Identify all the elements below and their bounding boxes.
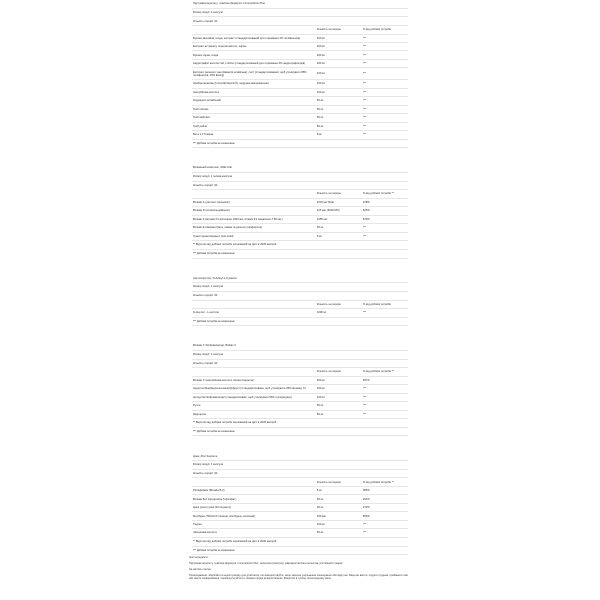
daily-value-percent: *** bbox=[362, 97, 408, 105]
ingredient-name: Екстракт астрагалу перетинчастого, корінь bbox=[192, 42, 316, 50]
ingredient-name: Екстракт зеленого чаю (Камелія китайська), лист (стандартизований, щоб утримувати 95% поліфенолів, 45% EGCg) bbox=[192, 68, 316, 80]
column-header: Кількість на порцію bbox=[316, 478, 362, 486]
daily-value-percent: *** bbox=[362, 402, 408, 410]
daily-value-percent: *** bbox=[362, 529, 408, 537]
column-header: Кількість на порцію bbox=[316, 26, 362, 34]
section-title: Цинк, Zinc Supreme bbox=[192, 452, 408, 461]
daily-value-percent: *** bbox=[362, 309, 408, 317]
other-ingredients-section bbox=[189, 556, 411, 583]
amount-per-serving: 200 мг bbox=[316, 59, 362, 67]
daily-value-percent: 625% bbox=[362, 207, 408, 215]
amount-per-serving: 400 мг bbox=[316, 520, 362, 528]
table-row bbox=[192, 42, 408, 50]
table-header-row bbox=[192, 26, 408, 34]
table-row bbox=[192, 105, 408, 113]
ingredient-name: Бета 1,3 Глюкан bbox=[192, 131, 316, 139]
daily-value-percent: *** bbox=[362, 224, 408, 232]
daily-value-percent: 667% bbox=[362, 376, 408, 384]
serving-size: Розмір порції: 1 гелева капсула bbox=[192, 173, 408, 182]
nutrients-table bbox=[192, 26, 408, 140]
amount-per-serving: 5 мг bbox=[316, 486, 362, 494]
table-row bbox=[192, 51, 408, 59]
table-row bbox=[192, 131, 408, 139]
table-row bbox=[192, 529, 408, 537]
daily-value-percent: 556% bbox=[362, 512, 408, 520]
serving-size: Розмір порції: 1 капсула bbox=[192, 461, 408, 470]
amount-per-serving: 50 мг bbox=[316, 410, 362, 418]
amount-per-serving: 100 мг bbox=[316, 80, 362, 88]
ingredient-name: Аскорбінова кислота bbox=[192, 88, 316, 96]
table-header-row bbox=[192, 301, 408, 309]
footnote: ** Відсоток від добової потреби заснований на дієті в 2000 калорій. bbox=[192, 538, 408, 547]
section-spacer bbox=[192, 259, 408, 275]
column-header bbox=[192, 190, 316, 198]
ingredient-name: Гриб шіїтаке bbox=[192, 105, 316, 113]
column-header: Кількість на порцію bbox=[316, 368, 362, 376]
amount-per-serving: 5 мг bbox=[316, 232, 362, 240]
ingredient-name: Рибофлавін (Вітамін В-2) bbox=[192, 486, 316, 494]
daily-value-percent: *** bbox=[362, 80, 408, 88]
amount-per-serving: 50 мг bbox=[316, 495, 362, 503]
amount-per-serving: 1055 мкг bbox=[316, 215, 362, 223]
ingredient-name: Вітамін D (холекальциферол) bbox=[192, 207, 316, 215]
ingredient-name: Цитрусові біофлавоноїди (стандартизовані, щоб утримувати 50% гесперидину) bbox=[192, 393, 316, 401]
ingredient-name: N-Ацетил - L-цистеїн bbox=[192, 309, 316, 317]
column-header bbox=[192, 301, 316, 309]
footnote: ** Відсоток від добової потреби заснований на дієті в 2000 калорій. bbox=[192, 241, 408, 250]
table-row bbox=[192, 503, 408, 511]
amount-per-serving: 50 мг bbox=[316, 122, 362, 130]
column-header: Кількість на порцію bbox=[316, 190, 362, 198]
nutrients-table bbox=[192, 478, 408, 537]
ingredient-name: Таурин bbox=[192, 520, 316, 528]
daily-value-percent: 385% bbox=[362, 486, 408, 494]
table-row bbox=[192, 512, 408, 520]
ingredient-name: Рутин bbox=[192, 402, 316, 410]
amount-per-serving: 50 мг bbox=[316, 529, 362, 537]
nutrients-table bbox=[192, 368, 408, 419]
supplement-section bbox=[192, 0, 408, 164]
serving-size: Розмір порції: 4 капсули bbox=[192, 9, 408, 18]
amount-per-serving: 8 мг bbox=[316, 131, 362, 139]
supplement-section bbox=[192, 275, 408, 343]
ingredient-name: Вітамін С (аскорбінова кислота, вишня Ацерола) bbox=[192, 376, 316, 384]
table-row bbox=[192, 34, 408, 42]
amount-per-serving: 200 мг bbox=[316, 385, 362, 393]
table-row bbox=[192, 68, 408, 80]
ingredient-name: Гриб рейші bbox=[192, 122, 316, 130]
servings-per-container: Кількість порцій: 30 bbox=[192, 470, 408, 479]
table-row bbox=[192, 97, 408, 105]
ingredient-name: Транс-геранілгеранол (GG-Gold) bbox=[192, 232, 316, 240]
daily-value-percent: *** bbox=[362, 51, 408, 59]
amount-per-serving: 50 мг bbox=[316, 402, 362, 410]
supplement-section bbox=[192, 452, 408, 571]
daily-value-percent: *** bbox=[362, 122, 408, 130]
servings-per-container: Кількість порцій: 30 bbox=[192, 17, 408, 26]
daily-value-percent: 273% bbox=[362, 503, 408, 511]
section-spacer bbox=[192, 436, 408, 452]
table-row bbox=[192, 495, 408, 503]
section-title: Вітамін С біофлавоноїди, Bioflav C bbox=[192, 342, 408, 351]
daily-value-percent: *** bbox=[362, 105, 408, 113]
amount-per-serving: 1000 мг bbox=[316, 309, 362, 317]
serving-size: Розмір порції: 1 капсула bbox=[192, 351, 408, 360]
daily-value-percent: *** bbox=[362, 520, 408, 528]
section-spacer bbox=[192, 326, 408, 342]
ingredient-name: Вітамін K (вітамін K1 філохінон 1000 мкг, вітамін K2 менахінон-7 55 мкг) bbox=[192, 215, 316, 223]
column-header: % від добової потреби ** bbox=[362, 368, 408, 376]
amount-per-serving: 100 мг bbox=[316, 88, 362, 96]
daily-value-percent: *** bbox=[362, 59, 408, 67]
table-row bbox=[192, 486, 408, 494]
amount-per-serving: 50 мг bbox=[316, 114, 362, 122]
table-row bbox=[192, 122, 408, 130]
ingredient-name: Вітамін В-6 (піридоксин-5-фосфат) bbox=[192, 495, 316, 503]
table-row bbox=[192, 385, 408, 393]
amount-per-serving: 1515 мкг RAE bbox=[316, 198, 362, 206]
table-row bbox=[192, 207, 408, 215]
serving-size: Розмір порції: 1 капсула bbox=[192, 283, 408, 292]
table-header-row bbox=[192, 190, 408, 198]
amount-per-serving: 200 мг bbox=[316, 51, 362, 59]
table-row bbox=[192, 88, 408, 96]
footnote: *** Добова потреба не визначена. bbox=[192, 547, 408, 556]
amount-per-serving: 125 мкг (5000 МО) bbox=[316, 207, 362, 215]
amount-per-serving: 400 мг bbox=[316, 34, 362, 42]
section-spacer bbox=[192, 148, 408, 164]
amount-per-serving: 600 мг bbox=[316, 376, 362, 384]
daily-value-percent: *** bbox=[362, 393, 408, 401]
section-title: Підтримка імунітету, трав'яна формула, Immunoforce Plus bbox=[192, 0, 408, 9]
footnote: *** Добова потреба не визначена. bbox=[192, 428, 408, 437]
amount-per-serving: 50 мг bbox=[316, 97, 362, 105]
warning-text: Попередження: зберігайте в недоступному для дітей місці. Не використовуйте, якщо захисне ущільнення пошкоджено або відсутнє. Якщо ви вагітні, годуєте грудьми, приймаєте ліки або маєте захворювання, проконсультуйтеся з лікарем перед використанням. Зберігати в сухому прохолодному місці. bbox=[189, 573, 408, 580]
daily-value-percent: *** bbox=[362, 34, 408, 42]
daily-value-percent: *** bbox=[362, 88, 408, 96]
daily-value-percent: *** bbox=[362, 410, 408, 418]
daily-value-percent: 294% bbox=[362, 495, 408, 503]
section-title: Ацетилцистеїн, N-Acetyl-L-Cysteine bbox=[192, 275, 408, 284]
column-header: % від добової потреби bbox=[362, 301, 408, 309]
supplement-section bbox=[192, 342, 408, 452]
daily-value-percent: *** bbox=[362, 68, 408, 80]
section-title: Вітамінний комплекс, ADE Oral bbox=[192, 164, 408, 173]
column-header: % від добової потреби ** bbox=[362, 190, 408, 198]
daily-value-percent: *** bbox=[362, 232, 408, 240]
ingredient-name: Арабіногалактан (ImmunEnhancer®), модрина американська bbox=[192, 80, 316, 88]
daily-value-percent: *** bbox=[362, 131, 408, 139]
table-row bbox=[192, 198, 408, 206]
servings-per-container: Кількість порцій: 30 bbox=[192, 360, 408, 369]
ingredient-name: Бузина чорна, ягода bbox=[192, 51, 316, 59]
nutrients-table bbox=[192, 301, 408, 318]
other-ingredients-text: Підтримка імунітету, трав'яна формула, Immunoforce Plus: целюлоза (капсула), мікрокристалічна целюлоза, рослинний стеарат. bbox=[189, 561, 344, 565]
table-row bbox=[192, 80, 408, 88]
amount-per-serving: 100 мг bbox=[316, 68, 362, 80]
ingredient-name: Андрографіс волотистий, стебло (стандартизований для отримання 4% андрографолідів) bbox=[192, 59, 316, 67]
daily-value-percent: *** bbox=[362, 114, 408, 122]
table-row bbox=[192, 215, 408, 223]
ingredient-name: Цинк (хелат цинк-бісгліцинату) bbox=[192, 503, 316, 511]
column-header: % від добової потреби ** bbox=[362, 478, 408, 486]
table-row bbox=[192, 410, 408, 418]
table-row bbox=[192, 402, 408, 410]
amount-per-serving: 250 мкг bbox=[316, 512, 362, 520]
table-row bbox=[192, 59, 408, 67]
column-header: % від добової потреби bbox=[362, 26, 408, 34]
amount-per-serving: 50 мг bbox=[316, 105, 362, 113]
amount-per-serving: 200 мг bbox=[316, 42, 362, 50]
amount-per-serving: 50 мг bbox=[316, 224, 362, 232]
column-header: Кількість на порцію bbox=[316, 301, 362, 309]
servings-per-container: Кількість порцій: 30 bbox=[192, 182, 408, 191]
daily-value-percent: 168% bbox=[362, 198, 408, 206]
gluten-free-note: Не містить глютен. bbox=[189, 567, 212, 571]
amount-per-serving: 30 мг bbox=[316, 503, 362, 511]
table-header-row bbox=[192, 368, 408, 376]
column-header bbox=[192, 478, 316, 486]
ingredient-name: Вітамін E (змішані (бета, гамма та дельта) токофероли) bbox=[192, 224, 316, 232]
ingredient-name: Бузина звичайна, ягода, екстракт (стандартизований для отримання 4% поліфенолів) bbox=[192, 34, 316, 42]
other-ingredients-heading: Інші інгредієнти: bbox=[189, 556, 209, 559]
table-row bbox=[192, 309, 408, 317]
ingredient-name: Молібден (TRAACS гліцинат молібдену хелатний) bbox=[192, 512, 316, 520]
footnote: *** Добова потреба не визначена. bbox=[192, 140, 408, 149]
table-row bbox=[192, 520, 408, 528]
nutrients-table bbox=[192, 190, 408, 241]
column-header bbox=[192, 26, 316, 34]
supplement-facts-document bbox=[192, 0, 408, 571]
footnote: ** Відсоток від добової потреби заснований на дієті в 2000 калорій. bbox=[192, 419, 408, 428]
servings-per-container: Кількість порцій: 30 bbox=[192, 292, 408, 301]
table-row bbox=[192, 393, 408, 401]
table-row bbox=[192, 114, 408, 122]
daily-value-percent: 879% bbox=[362, 215, 408, 223]
supplement-section bbox=[192, 164, 408, 274]
ingredient-name: Часникова кислота bbox=[192, 529, 316, 537]
table-row bbox=[192, 232, 408, 240]
daily-value-percent: *** bbox=[362, 42, 408, 50]
amount-per-serving: 100 мг bbox=[316, 393, 362, 401]
table-row bbox=[192, 224, 408, 232]
footnote: *** Добова потреба не визначена. bbox=[192, 318, 408, 327]
ingredient-name: Кверцетин bbox=[192, 410, 316, 418]
ingredient-name: Гриб майтаке bbox=[192, 114, 316, 122]
ingredient-name: Вітамін А (ретинол пальмітат) bbox=[192, 198, 316, 206]
daily-value-percent: *** bbox=[362, 385, 408, 393]
footnote: *** Добова потреба не визначена. bbox=[192, 250, 408, 259]
table-row bbox=[192, 376, 408, 384]
ingredient-name: Кордицепс китайський bbox=[192, 97, 316, 105]
table-header-row bbox=[192, 478, 408, 486]
column-header bbox=[192, 368, 316, 376]
ingredient-name: Ацерола (Барбадоська вишня)(фрукт) (стандартизована, щоб утримувати 25% вітаміну C) bbox=[192, 385, 316, 393]
